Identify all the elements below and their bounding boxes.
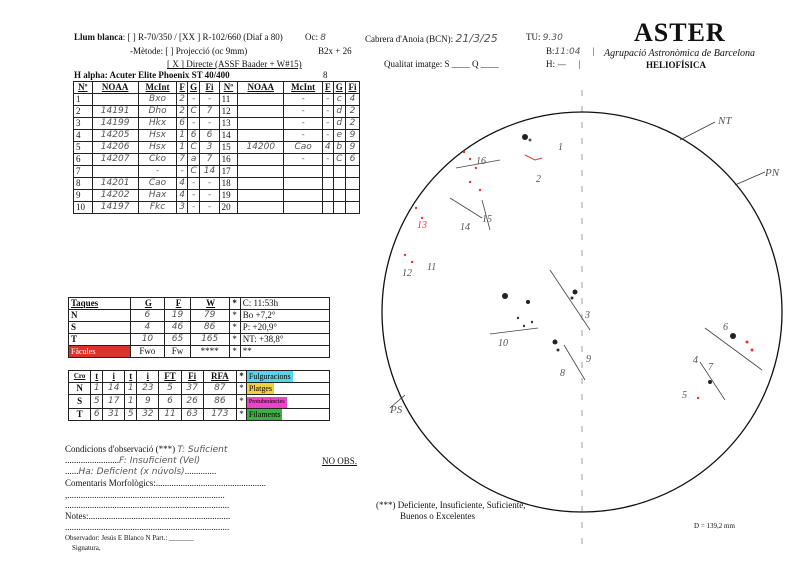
spots-f-cell: 46 — [165, 322, 191, 334]
groups-cell: e — [333, 130, 345, 142]
groups-row — [74, 94, 360, 106]
groups-cell: 14207 — [92, 154, 138, 166]
groups-header-cell: Nº — [74, 82, 93, 94]
spots-side-cell: NT: +38,8° — [240, 334, 329, 346]
cro-cell: 173 — [203, 409, 236, 421]
nt-label: NT — [718, 115, 732, 127]
groups-cell — [238, 178, 284, 190]
groups-header-cell: NOAA — [238, 82, 284, 94]
groups-cell: - — [323, 118, 333, 130]
groups-cell — [92, 166, 138, 178]
stars-cell: **** — [190, 346, 229, 358]
groups-cell: 14199 — [92, 118, 138, 130]
groups-row — [74, 190, 360, 202]
groups-cell: - — [187, 118, 199, 130]
groups-cell — [284, 166, 323, 178]
groups-cell — [238, 166, 284, 178]
no-obs: NO OBS. — [322, 456, 358, 466]
diameter: D = 139,2 mm — [694, 522, 735, 530]
svg-text:9: 9 — [586, 354, 591, 365]
brand-title: ASTER — [634, 18, 726, 47]
cro-cell: 5 — [91, 395, 103, 409]
groups-cell: 5 — [74, 142, 93, 154]
groups-cell: Cao — [138, 178, 177, 190]
groups-cell: - — [323, 130, 333, 142]
groups-cell: 14 — [219, 130, 238, 142]
groups-cell: 7 — [177, 154, 187, 166]
nt-line — [680, 122, 715, 140]
spots-header-cell: G — [130, 298, 165, 310]
cro-cell: 37 — [181, 383, 203, 395]
groups-cell: 9 — [345, 130, 359, 142]
group-5-7 — [682, 322, 762, 401]
groups-cell: Hax — [138, 190, 177, 202]
spots-star-cell: * — [229, 346, 240, 358]
group-2 — [536, 174, 541, 185]
cro-header-cell: i — [103, 371, 125, 383]
spots-w-cell: 86 — [190, 322, 229, 334]
fwo-cell: Fwo — [130, 346, 165, 358]
groups-cell: Cao — [284, 142, 323, 154]
svg-text:10: 10 — [498, 338, 508, 349]
groups-cell: 14205 — [92, 130, 138, 142]
groups-cell: 2 — [74, 106, 93, 118]
groups-row — [74, 130, 360, 142]
spots-star-cell: * — [229, 334, 240, 346]
cro-table — [68, 370, 330, 421]
legend-fulguracions: Fulguracions — [248, 372, 291, 381]
condicions-line3: ......Ha: Deficient (x núvols).............. — [65, 466, 217, 477]
cro-row — [69, 409, 330, 421]
groups-cell: 14191 — [92, 106, 138, 118]
groups-cell — [284, 190, 323, 202]
groups-cell: - — [284, 94, 323, 106]
groups-cell — [92, 94, 138, 106]
cro-header-cell: RFA — [203, 371, 236, 383]
groups-header-cell: Fi — [345, 82, 359, 94]
groups-cell: 14200 — [238, 142, 284, 154]
svg-text:11: 11 — [427, 262, 437, 273]
brand-section: HELIOFÍSICA — [646, 60, 707, 70]
groups-cell: - — [284, 154, 323, 166]
spots-header-cell: Taques — [69, 298, 131, 310]
groups-cell: Bxo — [138, 94, 177, 106]
groups-cell — [345, 202, 359, 214]
groups-cell: 19 — [219, 190, 238, 202]
spots-f-cell: 19 — [165, 310, 191, 322]
groups-cell: 6 — [177, 118, 187, 130]
groups-row — [74, 154, 360, 166]
groups-cell: 4 — [323, 142, 333, 154]
groups-cell: 2 — [345, 118, 359, 130]
groups-row — [74, 118, 360, 130]
groups-cell: c — [333, 94, 345, 106]
h-alpha-eight: 8 — [323, 70, 328, 80]
groups-cell: - — [187, 190, 199, 202]
groups-cell: Hkx — [138, 118, 177, 130]
group-11-12 — [402, 254, 436, 279]
groups-cell: 4 — [177, 190, 187, 202]
groups-header-cell: F — [177, 82, 187, 94]
groups-cell: - — [138, 166, 177, 178]
cro-star-cell: * — [237, 395, 247, 409]
groups-cell — [238, 118, 284, 130]
groups-cell: - — [177, 166, 187, 178]
spots-star-cell: * — [229, 310, 240, 322]
fw-cell: Fw — [165, 346, 191, 358]
llum-blanca: Llum blanca: [ ] R-70/350 / [XX ] R-102/660 (Diaf a 80) — [74, 32, 283, 42]
legend-protuberancies: Protuberàncies — [247, 397, 287, 408]
groups-row — [74, 202, 360, 214]
b-field: B:11:04 | — [546, 46, 595, 57]
spots-star-cell: * — [229, 322, 240, 334]
pn-label: PN — [765, 167, 780, 179]
cro-header-cell: FT — [159, 371, 181, 383]
cro-cell: 86 — [203, 395, 236, 409]
groups-cell: - — [323, 94, 333, 106]
groups-cell: Hsx — [138, 142, 177, 154]
groups-cell: - — [187, 202, 199, 214]
groups-cell: - — [200, 190, 219, 202]
svg-text:12: 12 — [402, 268, 412, 279]
group-4-10 — [490, 293, 538, 349]
groups-cell: 12 — [219, 106, 238, 118]
cro-cell: 5 — [159, 383, 181, 395]
groups-cell: 13 — [219, 118, 238, 130]
groups-cell: 18 — [219, 178, 238, 190]
condicions-line2: ........................F: Insuficient (Vel) — [65, 455, 201, 466]
groups-cell: - — [284, 106, 323, 118]
cro-cell: 11 — [159, 409, 181, 421]
cro-cell: S — [69, 395, 91, 409]
cro-cell: 9 — [137, 395, 159, 409]
groups-cell: C — [187, 142, 199, 154]
signatura: Signatura, — [72, 544, 101, 552]
cro-cell: 6 — [159, 395, 181, 409]
groups-cell — [323, 178, 333, 190]
cro-cell: 31 — [103, 409, 125, 421]
groups-cell: 14 — [200, 166, 219, 178]
cro-legend-cell — [246, 371, 329, 383]
svg-text:2: 2 — [536, 174, 541, 185]
groups-cell: - — [200, 118, 219, 130]
groups-cell: 14197 — [92, 202, 138, 214]
comentaris-line2: ......................................................................... — [65, 500, 230, 510]
groups-cell: 2 — [345, 106, 359, 118]
group-8-9 — [553, 340, 592, 381]
facules-row — [69, 346, 330, 358]
spots-g-cell: 10 — [130, 334, 165, 346]
ps-label: PS — [390, 404, 403, 416]
cro-star-cell: * — [237, 371, 247, 383]
groups-cell: Cko — [138, 154, 177, 166]
observador: Observador: Jesús E Blanco N Part.: _______ — [65, 534, 194, 542]
location: Cabrera d'Anoia (BCN): 21/3/25 — [365, 32, 498, 45]
groups-cell — [345, 166, 359, 178]
groups-cell — [238, 190, 284, 202]
cro-legend-cell — [246, 409, 329, 421]
oc-label: Oc: 8 — [305, 32, 326, 43]
qualitat: Qualitat imatge: S ____ Q ____ — [384, 59, 499, 69]
groups-cell: 4 — [177, 178, 187, 190]
cro-cell: 32 — [137, 409, 159, 421]
cro-cell: N — [69, 383, 91, 395]
spots-row-label: T — [69, 334, 131, 346]
groups-cell: 9 — [345, 142, 359, 154]
groups-cell: - — [284, 130, 323, 142]
spots-w-cell: 79 — [190, 310, 229, 322]
spots-row — [69, 322, 330, 334]
svg-text:1: 1 — [558, 142, 563, 153]
groups-cell: - — [187, 178, 199, 190]
groups-cell: 1 — [74, 94, 93, 106]
groups-cell: 1 — [177, 130, 187, 142]
cro-star-cell: * — [237, 383, 247, 395]
notes-line: ......................................................................... — [65, 522, 230, 532]
groups-cell — [238, 106, 284, 118]
groups-cell: 7 — [200, 106, 219, 118]
group-13 — [415, 207, 427, 231]
legend-filaments: Filaments — [248, 410, 281, 419]
groups-cell — [323, 202, 333, 214]
cro-header-cell: Cro — [69, 371, 91, 383]
b2x: B2x + 26 — [318, 46, 352, 56]
svg-text:13: 13 — [417, 220, 427, 231]
groups-cell — [323, 166, 333, 178]
groups-cell — [238, 94, 284, 106]
comentaris-label: Comentaris Morfològics:................................................. — [65, 478, 266, 488]
pn-line — [735, 172, 765, 185]
facules-cell: Fàcules — [69, 346, 131, 358]
spots-f-cell: 65 — [165, 334, 191, 346]
cro-row — [69, 383, 330, 395]
h-alpha: H alpha: Acuter Elite Phoenix ST 40/400 — [74, 70, 230, 80]
cro-cell: 87 — [203, 383, 236, 395]
cro-legend-cell — [246, 395, 329, 409]
groups-cell: - — [284, 118, 323, 130]
groups-cell: Fkc — [138, 202, 177, 214]
groups-cell: a — [187, 154, 199, 166]
group-3 — [550, 270, 590, 330]
groups-cell: 10 — [74, 202, 93, 214]
cro-star-cell: * — [237, 409, 247, 421]
groups-cell: - — [200, 178, 219, 190]
groups-header-cell: McInt — [284, 82, 323, 94]
cro-cell: 14 — [103, 383, 125, 395]
group-1 — [522, 134, 563, 160]
spots-header-cell: W — [190, 298, 229, 310]
groups-cell: 6 — [74, 154, 93, 166]
spots-side-cell: P: +20,9° — [240, 322, 329, 334]
spots-header-cell: F — [165, 298, 191, 310]
directe: [ X ] Directe (ASSF Baader + W#15) — [167, 59, 302, 69]
groups-cell: - — [200, 94, 219, 106]
groups-cell: Dho — [138, 106, 177, 118]
groups-cell: 14201 — [92, 178, 138, 190]
spots-star-cell: * — [229, 298, 240, 310]
svg-text:7: 7 — [708, 362, 713, 373]
cro-row — [69, 395, 330, 409]
groups-cell: 11 — [219, 94, 238, 106]
groups-cell: 8 — [74, 178, 93, 190]
groups-cell: 6 — [187, 130, 199, 142]
cro-cell: 6 — [91, 409, 103, 421]
dstars-cell: ** — [240, 346, 329, 358]
cro-cell: 1 — [125, 383, 137, 395]
cro-cell: 5 — [125, 409, 137, 421]
cro-cell: 63 — [181, 409, 203, 421]
comentaris-line: ,...................................................................... — [65, 490, 225, 500]
spots-side-cell: Bo +7,2° — [240, 310, 329, 322]
groups-header-cell: Fi — [200, 82, 219, 94]
groups-header-cell: F — [323, 82, 333, 94]
tu: TU: 9.30 — [526, 32, 563, 43]
groups-header-cell: NOAA — [92, 82, 138, 94]
spots-row — [69, 334, 330, 346]
groups-cell — [284, 202, 323, 214]
groups-cell: 9 — [74, 190, 93, 202]
brand-subtitle: Agrupació Astronòmica de Barcelona — [604, 48, 755, 59]
groups-cell: 7 — [74, 166, 93, 178]
svg-text:14: 14 — [460, 222, 470, 233]
condicions-label: Condicions d'observació (***) T: Suficient — [65, 444, 228, 455]
cro-cell: 17 — [103, 395, 125, 409]
group-16 — [456, 151, 500, 191]
groups-header-cell: Nº — [219, 82, 238, 94]
svg-text:3: 3 — [585, 310, 590, 321]
groups-header-cell: G — [187, 82, 199, 94]
groups-cell: 14202 — [92, 190, 138, 202]
groups-row — [74, 142, 360, 154]
groups-cell: - — [323, 106, 333, 118]
cro-legend-cell — [246, 383, 329, 395]
groups-cell — [333, 166, 345, 178]
groups-cell: C — [187, 106, 199, 118]
groups-cell: - — [187, 94, 199, 106]
svg-text:16: 16 — [476, 156, 486, 167]
legend-platges: Platges — [248, 384, 272, 393]
spots-w-cell: 165 — [190, 334, 229, 346]
groups-row — [74, 166, 360, 178]
solar-disk-drawing — [360, 80, 800, 560]
groups-cell: 14206 — [92, 142, 138, 154]
groups-cell: 2 — [177, 94, 187, 106]
groups-cell — [238, 154, 284, 166]
spots-row — [69, 310, 330, 322]
cro-cell: 23 — [137, 383, 159, 395]
spots-g-cell: 4 — [130, 322, 165, 334]
metode: -Mètode: [ ] Projecció (oc 9mm) — [130, 46, 248, 56]
svg-text:4: 4 — [693, 355, 698, 366]
spots-row-label: N — [69, 310, 131, 322]
groups-cell: 7 — [200, 154, 219, 166]
quality-note: (***) Deficiente, Insuficiente, Suficiente, — [376, 500, 526, 510]
spots-table — [68, 297, 330, 358]
cro-header-cell: t — [91, 371, 103, 383]
cro-cell: 26 — [181, 395, 203, 409]
groups-cell: 17 — [219, 166, 238, 178]
groups-cell: 3 — [200, 142, 219, 154]
groups-cell: 1 — [177, 142, 187, 154]
groups-cell: - — [323, 154, 333, 166]
groups-cell: C — [333, 154, 345, 166]
svg-text:8: 8 — [560, 368, 565, 379]
cro-header-cell: Fi — [181, 371, 203, 383]
cro-cell: 1 — [91, 383, 103, 395]
groups-cell: 15 — [219, 142, 238, 154]
groups-cell: C — [187, 166, 199, 178]
spots-row-label: S — [69, 322, 131, 334]
groups-header-cell: G — [333, 82, 345, 94]
cro-header-cell: i — [137, 371, 159, 383]
groups-cell: 20 — [219, 202, 238, 214]
svg-text:6: 6 — [723, 322, 728, 333]
groups-cell: - — [200, 202, 219, 214]
groups-cell — [345, 178, 359, 190]
groups-cell — [323, 190, 333, 202]
groups-cell: 3 — [74, 118, 93, 130]
groups-header-cell: McInt — [138, 82, 177, 94]
groups-cell: 4 — [74, 130, 93, 142]
groups-cell: d — [333, 118, 345, 130]
groups-cell: d — [333, 106, 345, 118]
groups-table — [73, 81, 360, 214]
h-field: H: — | — [546, 59, 581, 70]
spots-side-cell: C: 11:53h — [240, 298, 329, 310]
groups-cell — [333, 202, 345, 214]
quality-note2: Buenos o Excelentes — [400, 511, 475, 521]
groups-cell: 3 — [177, 202, 187, 214]
cro-cell: T — [69, 409, 91, 421]
groups-cell — [333, 190, 345, 202]
groups-cell — [345, 190, 359, 202]
groups-cell: 4 — [345, 94, 359, 106]
groups-cell — [333, 178, 345, 190]
groups-cell: 16 — [219, 154, 238, 166]
groups-cell: 6 — [200, 130, 219, 142]
groups-row — [74, 178, 360, 190]
spots-g-cell: 6 — [130, 310, 165, 322]
groups-cell: 2 — [177, 106, 187, 118]
groups-cell — [284, 178, 323, 190]
cro-header-cell: t — [125, 371, 137, 383]
groups-cell: Hsx — [138, 130, 177, 142]
groups-cell — [238, 202, 284, 214]
groups-row — [74, 106, 360, 118]
group-14-15 — [450, 198, 492, 233]
notes-label: Notes:............................................................... — [65, 511, 231, 521]
groups-cell — [238, 130, 284, 142]
cro-cell: 1 — [125, 395, 137, 409]
groups-cell: b — [333, 142, 345, 154]
svg-text:5: 5 — [682, 390, 687, 401]
svg-text:15: 15 — [482, 214, 492, 225]
groups-cell: 6 — [345, 154, 359, 166]
